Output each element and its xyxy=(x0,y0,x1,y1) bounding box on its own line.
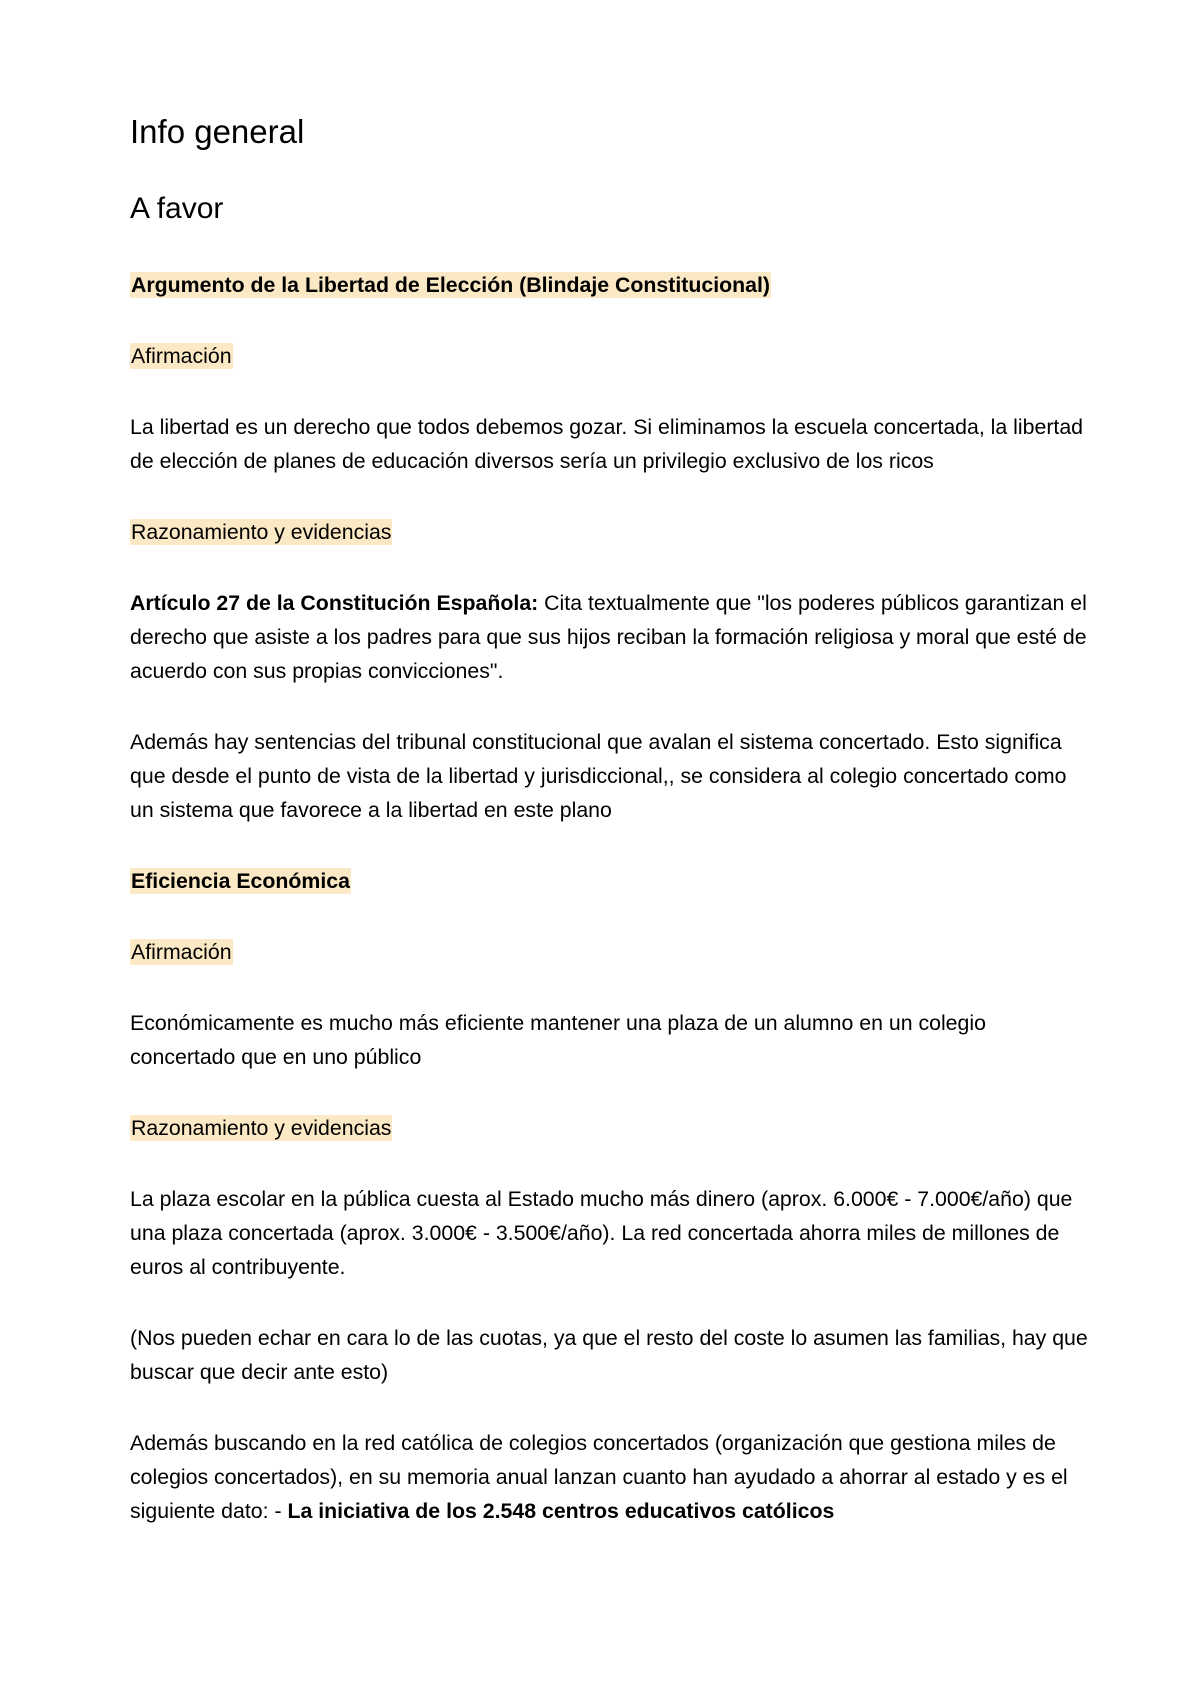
argument-2-evidence-3-text: Además buscando en la red católica de colegios concertados (organización que gestiona miles de colegios concertados), en su memoria anual lanzan cuanto han ayudado a ahorrar al estado y es el siguiente dato: - xyxy=(130,1431,1068,1523)
argument-1-claim-label-text: Afirmación xyxy=(131,344,232,368)
argument-1-evidence-1-text: Cita textualmente que "los poderes públicos garantizan el derecho que asiste a los padres para que sus hijos reciban la formación religiosa y moral que esté de acuerdo con sus propias convicciones". xyxy=(130,591,1087,683)
argument-1-heading xyxy=(130,268,1090,302)
argument-2-claim-label xyxy=(130,935,1090,969)
argument-2-evidence-3 xyxy=(130,1426,1090,1528)
argument-2-heading-text: Eficiencia Económica xyxy=(131,869,350,893)
argument-2-claim-text: Económicamente es mucho más eficiente mantener una plaza de un alumno en un colegio concertado que en uno público xyxy=(130,1011,986,1069)
argument-2-evidence-1: La plaza escolar en la pública cuesta al Estado mucho más dinero (aprox. 6.000€ - 7.000€/año) que una plaza concertada (aprox. 3.000€ - 3.500€/año). La red concertada ahorra miles de millones de euros al contribuyente. xyxy=(130,1187,1073,1279)
argument-2-reasoning-label-text: Razonamiento y evidencias xyxy=(131,1116,392,1140)
argument-1-evidence-1-bold: Artículo 27 de la Constitución Española: xyxy=(130,591,539,615)
argument-1-claim-text: La libertad es un derecho que todos debemos gozar. Si eliminamos la escuela concertada, la libertad de elección de planes de educación diversos sería un privilegio exclusivo de los ricos xyxy=(130,415,1084,473)
argument-2-reasoning-label xyxy=(130,1111,1090,1145)
argument-2-claim-label-text: Afirmación xyxy=(131,940,232,964)
argument-2-evidence-3-bold: La iniciativa de los 2.548 centros educativos católicos xyxy=(287,1499,835,1523)
argument-1-evidence-1 xyxy=(130,586,1090,688)
argument-1-claim-label xyxy=(130,339,1090,373)
argument-1-reasoning-label xyxy=(130,515,1090,549)
argument-1-reasoning-label-text: Razonamiento y evidencias xyxy=(131,520,392,544)
argument-1-evidence-2: Además hay sentencias del tribunal constitucional que avalan el sistema concertado. Esto significa que desde el punto de vista de la libertad y jurisdiccional,, se considera al colegio concertado como un sistema que favorece a la libertad en este plano xyxy=(130,730,1067,822)
argument-2-evidence-2: (Nos pueden echar en cara lo de las cuotas, ya que el resto del coste lo asumen las familias, hay que buscar que decir ante esto) xyxy=(130,1326,1088,1384)
section-heading-a-favor: A favor xyxy=(130,192,224,225)
page-title: Info general xyxy=(130,113,305,150)
argument-2-heading xyxy=(130,864,1090,898)
document-body xyxy=(130,112,1090,1528)
argument-1-heading-text: Argumento de la Libertad de Elección (Blindaje Constitucional) xyxy=(131,273,770,297)
